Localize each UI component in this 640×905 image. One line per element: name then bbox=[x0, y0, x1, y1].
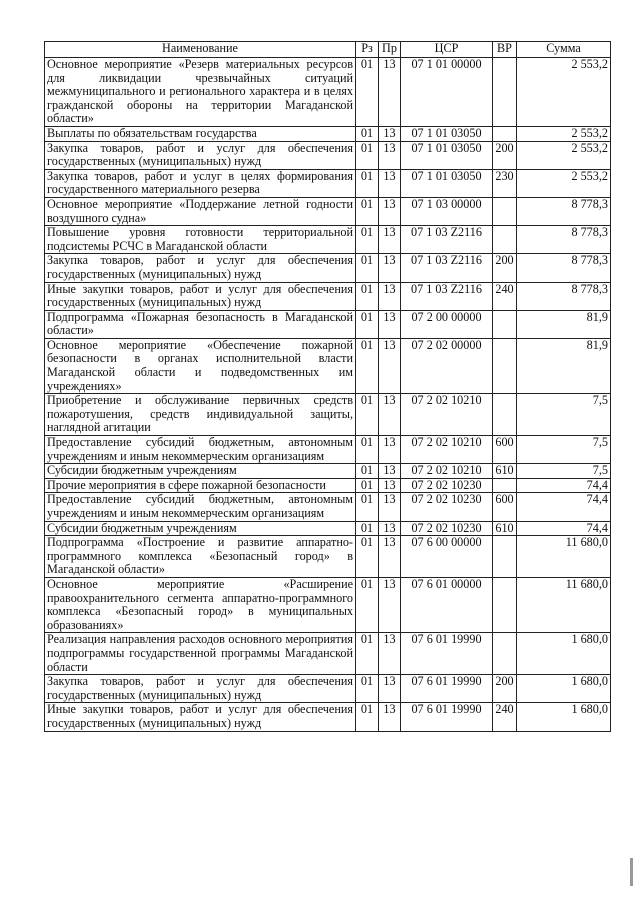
cell-vr bbox=[493, 126, 517, 141]
scan-edge-mark bbox=[630, 858, 633, 886]
cell-name: Закупка товаров, работ и услуг для обеспечения государственных (муниципальных) нужд bbox=[45, 141, 356, 169]
table-row bbox=[45, 675, 611, 703]
cell-sum: 1 680,0 bbox=[517, 633, 611, 675]
cell-sum: 74,4 bbox=[517, 493, 611, 521]
cell-vr bbox=[493, 197, 517, 225]
cell-sum: 81,9 bbox=[517, 338, 611, 393]
cell-sum: 74,4 bbox=[517, 521, 611, 536]
cell-rz: 01 bbox=[356, 197, 379, 225]
cell-vr: 200 bbox=[493, 675, 517, 703]
cell-rz: 01 bbox=[356, 58, 379, 127]
cell-pr: 13 bbox=[379, 310, 401, 338]
cell-rz: 01 bbox=[356, 338, 379, 393]
cell-name: Иные закупки товаров, работ и услуг для обеспечения государственных (муниципальных) нужд bbox=[45, 282, 356, 310]
cell-csr: 07 6 01 19990 bbox=[401, 633, 493, 675]
cell-pr: 13 bbox=[379, 338, 401, 393]
cell-sum: 11 680,0 bbox=[517, 536, 611, 578]
cell-vr bbox=[493, 394, 517, 436]
cell-rz: 01 bbox=[356, 394, 379, 436]
cell-sum: 2 553,2 bbox=[517, 58, 611, 127]
cell-vr: 610 bbox=[493, 521, 517, 536]
table-row bbox=[45, 478, 611, 493]
cell-pr: 13 bbox=[379, 126, 401, 141]
cell-name: Реализация направления расходов основного мероприятия подпрограммы государственной программы Магаданской области bbox=[45, 633, 356, 675]
cell-sum: 8 778,3 bbox=[517, 226, 611, 254]
table-row bbox=[45, 464, 611, 479]
cell-name: Подпрограмма «Пожарная безопасность в Магаданской области» bbox=[45, 310, 356, 338]
cell-rz: 01 bbox=[356, 464, 379, 479]
cell-sum: 1 680,0 bbox=[517, 675, 611, 703]
cell-name: Прочие мероприятия в сфере пожарной безопасности bbox=[45, 478, 356, 493]
cell-vr: 230 bbox=[493, 169, 517, 197]
cell-vr bbox=[493, 310, 517, 338]
table-row bbox=[45, 282, 611, 310]
cell-csr: 07 1 03 Z2116 bbox=[401, 254, 493, 282]
cell-pr: 13 bbox=[379, 141, 401, 169]
cell-pr: 13 bbox=[379, 254, 401, 282]
cell-csr: 07 2 02 10210 bbox=[401, 394, 493, 436]
cell-name: Повышение уровня готовности территориальной подсистемы РСЧС в Магаданской области bbox=[45, 226, 356, 254]
cell-rz: 01 bbox=[356, 141, 379, 169]
cell-vr: 600 bbox=[493, 493, 517, 521]
cell-rz: 01 bbox=[356, 310, 379, 338]
header-csr: ЦСР bbox=[401, 42, 493, 58]
table-row bbox=[45, 521, 611, 536]
cell-vr bbox=[493, 226, 517, 254]
cell-rz: 01 bbox=[356, 703, 379, 731]
cell-vr bbox=[493, 633, 517, 675]
table-row bbox=[45, 197, 611, 225]
cell-name: Иные закупки товаров, работ и услуг для обеспечения государственных (муниципальных) нужд bbox=[45, 703, 356, 731]
cell-pr: 13 bbox=[379, 282, 401, 310]
cell-rz: 01 bbox=[356, 493, 379, 521]
cell-sum: 2 553,2 bbox=[517, 169, 611, 197]
cell-pr: 13 bbox=[379, 464, 401, 479]
cell-name: Основное мероприятие «Поддержание летной годности воздушного судна» bbox=[45, 197, 356, 225]
cell-vr bbox=[493, 58, 517, 127]
cell-csr: 07 6 01 00000 bbox=[401, 577, 493, 632]
table-row bbox=[45, 338, 611, 393]
cell-sum: 7,5 bbox=[517, 394, 611, 436]
cell-name: Предоставление субсидий бюджетным, автономным учреждениям и иным некоммерческим организациям bbox=[45, 436, 356, 464]
cell-rz: 01 bbox=[356, 633, 379, 675]
cell-vr bbox=[493, 478, 517, 493]
cell-name: Выплаты по обязательствам государства bbox=[45, 126, 356, 141]
cell-sum: 2 553,2 bbox=[517, 126, 611, 141]
cell-pr: 13 bbox=[379, 478, 401, 493]
cell-sum: 8 778,3 bbox=[517, 197, 611, 225]
cell-pr: 13 bbox=[379, 169, 401, 197]
cell-vr: 610 bbox=[493, 464, 517, 479]
header-sum: Сумма bbox=[517, 42, 611, 58]
cell-vr: 200 bbox=[493, 254, 517, 282]
cell-vr: 240 bbox=[493, 703, 517, 731]
cell-name: Закупка товаров, работ и услуг в целях формирования государственного материального резерва bbox=[45, 169, 356, 197]
cell-rz: 01 bbox=[356, 536, 379, 578]
cell-pr: 13 bbox=[379, 226, 401, 254]
cell-csr: 07 6 01 19990 bbox=[401, 703, 493, 731]
cell-csr: 07 2 02 10230 bbox=[401, 493, 493, 521]
cell-name: Основное мероприятие «Обеспечение пожарной безопасности в органах исполнительной власти Магаданской области и подведомственных им учреждениях» bbox=[45, 338, 356, 393]
cell-csr: 07 1 01 03050 bbox=[401, 126, 493, 141]
cell-pr: 13 bbox=[379, 633, 401, 675]
cell-sum: 1 680,0 bbox=[517, 703, 611, 731]
cell-rz: 01 bbox=[356, 521, 379, 536]
table-row bbox=[45, 141, 611, 169]
cell-vr: 600 bbox=[493, 436, 517, 464]
header-name: Наименование bbox=[45, 42, 356, 58]
header-row bbox=[45, 42, 611, 58]
cell-csr: 07 1 01 00000 bbox=[401, 58, 493, 127]
cell-vr bbox=[493, 536, 517, 578]
cell-vr bbox=[493, 577, 517, 632]
cell-pr: 13 bbox=[379, 703, 401, 731]
cell-pr: 13 bbox=[379, 577, 401, 632]
table-body bbox=[45, 58, 611, 732]
table-row bbox=[45, 577, 611, 632]
header-pr: Пр bbox=[379, 42, 401, 58]
table-row bbox=[45, 58, 611, 127]
cell-sum: 8 778,3 bbox=[517, 282, 611, 310]
table-row bbox=[45, 703, 611, 731]
cell-pr: 13 bbox=[379, 521, 401, 536]
table-row bbox=[45, 633, 611, 675]
table-row bbox=[45, 226, 611, 254]
table-row bbox=[45, 310, 611, 338]
cell-csr: 07 1 03 Z2116 bbox=[401, 282, 493, 310]
cell-name: Основное мероприятие «Расширение правоохранительного сегмента аппаратно-программного комплекса «Безопасный город» в муниципальных образованиях» bbox=[45, 577, 356, 632]
cell-csr: 07 2 00 00000 bbox=[401, 310, 493, 338]
table-row bbox=[45, 536, 611, 578]
cell-pr: 13 bbox=[379, 493, 401, 521]
cell-csr: 07 2 02 10230 bbox=[401, 478, 493, 493]
cell-pr: 13 bbox=[379, 58, 401, 127]
cell-rz: 01 bbox=[356, 226, 379, 254]
cell-csr: 07 2 02 10210 bbox=[401, 464, 493, 479]
cell-name: Предоставление субсидий бюджетным, автономным учреждениям и иным некоммерческим организациям bbox=[45, 493, 356, 521]
cell-csr: 07 6 00 00000 bbox=[401, 536, 493, 578]
cell-name: Приобретение и обслуживание первичных средств пожаротушения, средств индивидуальной защиты, наглядной агитации bbox=[45, 394, 356, 436]
cell-vr bbox=[493, 338, 517, 393]
cell-csr: 07 1 03 Z2116 bbox=[401, 226, 493, 254]
table-row bbox=[45, 169, 611, 197]
cell-csr: 07 1 01 03050 bbox=[401, 169, 493, 197]
cell-name: Закупка товаров, работ и услуг для обеспечения государственных (муниципальных) нужд bbox=[45, 675, 356, 703]
cell-vr: 200 bbox=[493, 141, 517, 169]
cell-csr: 07 2 02 10230 bbox=[401, 521, 493, 536]
cell-pr: 13 bbox=[379, 394, 401, 436]
cell-pr: 13 bbox=[379, 536, 401, 578]
cell-sum: 8 778,3 bbox=[517, 254, 611, 282]
cell-rz: 01 bbox=[356, 675, 379, 703]
cell-csr: 07 2 02 10210 bbox=[401, 436, 493, 464]
cell-pr: 13 bbox=[379, 675, 401, 703]
cell-sum: 81,9 bbox=[517, 310, 611, 338]
cell-name: Подпрограмма «Построение и развитие аппаратно-программного комплекса «Безопасный город» в Магаданской области» bbox=[45, 536, 356, 578]
cell-sum: 2 553,2 bbox=[517, 141, 611, 169]
cell-rz: 01 bbox=[356, 282, 379, 310]
cell-rz: 01 bbox=[356, 436, 379, 464]
cell-name: Субсидии бюджетным учреждениям bbox=[45, 464, 356, 479]
cell-pr: 13 bbox=[379, 436, 401, 464]
cell-name: Субсидии бюджетным учреждениям bbox=[45, 521, 356, 536]
budget-table bbox=[44, 41, 611, 732]
cell-sum: 74,4 bbox=[517, 478, 611, 493]
table-row bbox=[45, 493, 611, 521]
cell-name: Закупка товаров, работ и услуг для обеспечения государственных (муниципальных) нужд bbox=[45, 254, 356, 282]
table-row bbox=[45, 126, 611, 141]
cell-sum: 7,5 bbox=[517, 464, 611, 479]
cell-csr: 07 1 01 03050 bbox=[401, 141, 493, 169]
table-row bbox=[45, 436, 611, 464]
cell-rz: 01 bbox=[356, 478, 379, 493]
cell-sum: 7,5 bbox=[517, 436, 611, 464]
header-vr: ВР bbox=[493, 42, 517, 58]
table-row bbox=[45, 254, 611, 282]
header-rz: Рз bbox=[356, 42, 379, 58]
table-row bbox=[45, 394, 611, 436]
cell-rz: 01 bbox=[356, 254, 379, 282]
cell-rz: 01 bbox=[356, 169, 379, 197]
cell-name: Основное мероприятие «Резерв материальных ресурсов для ликвидации чрезвычайных ситуаций межмуниципального и регионального характера и в целях гражданской обороны на территории Магаданской области» bbox=[45, 58, 356, 127]
cell-pr: 13 bbox=[379, 197, 401, 225]
cell-vr: 240 bbox=[493, 282, 517, 310]
cell-rz: 01 bbox=[356, 126, 379, 141]
cell-csr: 07 1 03 00000 bbox=[401, 197, 493, 225]
cell-csr: 07 2 02 00000 bbox=[401, 338, 493, 393]
cell-rz: 01 bbox=[356, 577, 379, 632]
cell-csr: 07 6 01 19990 bbox=[401, 675, 493, 703]
cell-sum: 11 680,0 bbox=[517, 577, 611, 632]
